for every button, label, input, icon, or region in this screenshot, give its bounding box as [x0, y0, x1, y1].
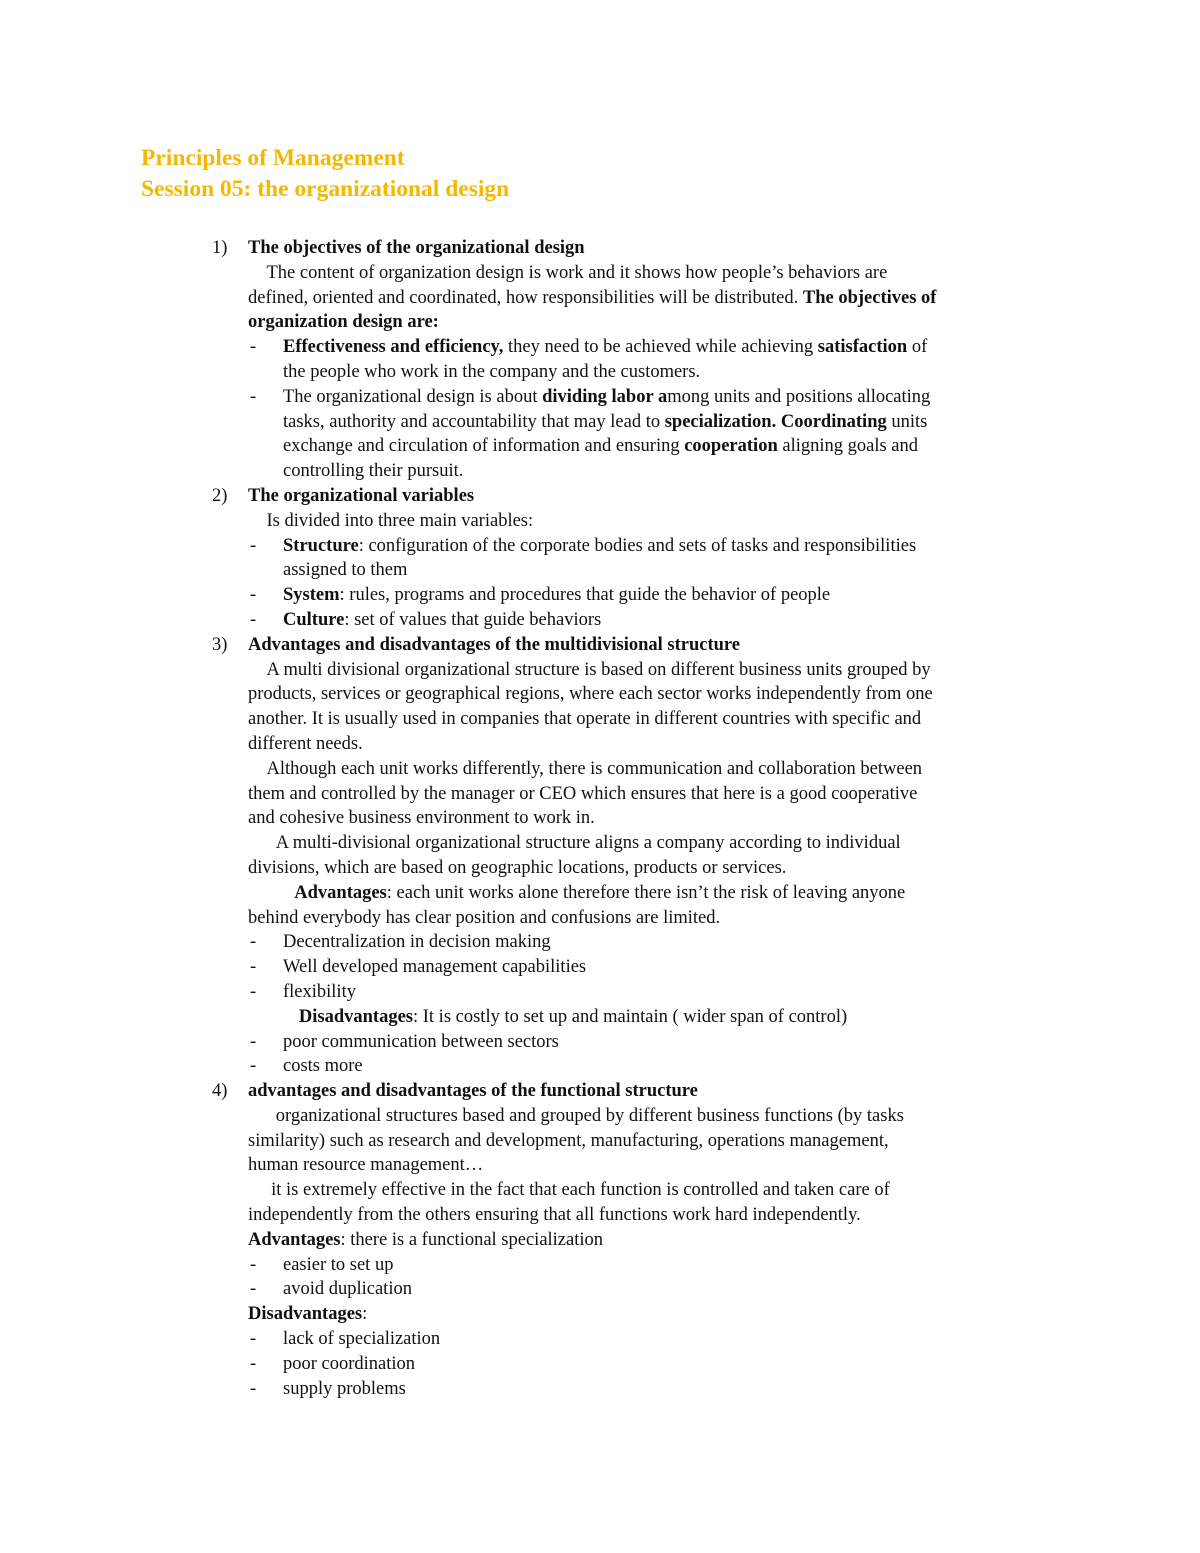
- line-text: [248, 806, 595, 831]
- bullet-item: [0, 335, 1200, 360]
- text-run: The organizational design is about: [283, 386, 543, 407]
- bold-text: The objectives of: [802, 287, 937, 308]
- text-run: Is divided into three main variables:: [266, 510, 534, 531]
- bullet-item: [0, 1352, 1200, 1377]
- text-run: them and controlled by the manager or CEO which ensures that here is a good cooperative: [248, 783, 918, 804]
- text-run: the people who work in the company and the customers.: [283, 361, 701, 382]
- bullet-item: [0, 385, 1200, 410]
- text-run: A multi divisional organizational structure is based on different business units grouped by: [266, 659, 931, 680]
- bold-text: specialization. Coordinating: [664, 411, 887, 432]
- line-text: [283, 1352, 415, 1377]
- text-run: divisions, which are based on geographic locations, products or services.: [248, 857, 787, 878]
- line-text: [248, 1178, 890, 1203]
- text-run: Decentralization in decision making: [283, 932, 551, 953]
- paragraph-line: [0, 782, 1200, 807]
- line-text: [283, 360, 700, 385]
- paragraph-line: [0, 831, 1200, 856]
- text-run: independently from the others ensuring that all functions work hard independently.: [248, 1205, 861, 1226]
- session-title: Session 05: the organizational design: [141, 176, 510, 202]
- paragraph-line: [0, 261, 1200, 286]
- line-text: [248, 881, 905, 906]
- paragraph-line: [0, 906, 1200, 931]
- line-text: [283, 385, 930, 410]
- line-text: [283, 558, 407, 583]
- bullet-item: [0, 1054, 1200, 1079]
- text-run: flexibility: [283, 981, 356, 1002]
- bold-text: The objectives of the organizational design: [248, 238, 585, 258]
- text-run: products, services or geographical regions, where each sector works independently from one: [248, 684, 933, 705]
- text-run: organizational structures based and grouped by different business functions (by tasks: [275, 1105, 904, 1126]
- line-text: [283, 583, 830, 608]
- line-text: [248, 906, 720, 931]
- bullet-item: [0, 583, 1200, 608]
- paragraph-line: [0, 682, 1200, 707]
- line-text: [283, 335, 927, 360]
- line-text: [248, 633, 740, 658]
- text-run: and cohesive business environment to work in.: [248, 808, 595, 829]
- line-text: [283, 1277, 412, 1302]
- line-text: [248, 1228, 603, 1253]
- text-run: different needs.: [248, 733, 363, 754]
- line-text: [248, 1302, 367, 1327]
- bullet-dash: -: [250, 1378, 257, 1399]
- line-text: [248, 782, 917, 807]
- bullet-continuation: [0, 434, 1200, 459]
- text-run: : configuration of the corporate bodies and sets of tasks and responsibilities: [358, 535, 917, 556]
- line-text: [283, 955, 586, 980]
- line-text: [248, 236, 585, 261]
- bullet-dash: -: [250, 609, 257, 630]
- line-text: [248, 856, 786, 881]
- bullet-continuation: [0, 558, 1200, 583]
- line-text: [283, 534, 916, 559]
- paragraph-line: [0, 1178, 1200, 1203]
- list-number: 4): [212, 1081, 228, 1102]
- bullet-dash: -: [250, 386, 257, 407]
- bold-text: Disadvantages: [248, 1304, 363, 1325]
- line-text: [283, 459, 463, 484]
- text-run: A multi-divisional organizational structure aligns a company according to individual: [275, 833, 901, 854]
- bold-text: System: [283, 585, 340, 606]
- text-run: it is extremely effective in the fact that each function is controlled and taken care of: [271, 1180, 890, 1201]
- bold-text: cooperation: [684, 436, 778, 457]
- line-text: [248, 1129, 889, 1154]
- bold-text: Culture: [283, 609, 345, 630]
- bullet-item: [0, 1277, 1200, 1302]
- paragraph-line: [0, 757, 1200, 782]
- text-run: avoid duplication: [283, 1279, 412, 1300]
- text-run: lack of specialization: [283, 1329, 441, 1350]
- line-text: [248, 1104, 904, 1129]
- paragraph-line: [0, 1203, 1200, 1228]
- text-run: Although each unit works differently, there is communication and collaboration between: [266, 758, 923, 779]
- paragraph-line: [0, 509, 1200, 534]
- line-text: [248, 707, 921, 732]
- bold-text: Advantages: [294, 882, 387, 903]
- line-text: [248, 310, 439, 335]
- paragraph-line: [0, 1104, 1200, 1129]
- paragraph-line: [0, 1153, 1200, 1178]
- line-text: [248, 658, 931, 683]
- text-run: poor coordination: [283, 1353, 416, 1374]
- list-number: 1): [212, 238, 228, 258]
- bullet-item: [0, 1327, 1200, 1352]
- line-text: [283, 1253, 393, 1278]
- line-text: [248, 484, 474, 509]
- line-text: [283, 1377, 406, 1402]
- line-text: [248, 1079, 698, 1104]
- bullet-item: [0, 1377, 1200, 1402]
- bullet-item: [0, 1253, 1200, 1278]
- paragraph-line: [0, 806, 1200, 831]
- bullet-item: [0, 608, 1200, 633]
- line-text: [283, 980, 356, 1005]
- text-run: : It is costly to set up and maintain ( wider span of control): [412, 1006, 848, 1027]
- bullet-dash: -: [250, 585, 257, 606]
- bullet-continuation: [0, 410, 1200, 435]
- bullet-continuation: [0, 360, 1200, 385]
- text-run: they need to be achieved while achieving: [503, 337, 818, 358]
- bullet-dash: -: [250, 337, 257, 358]
- paragraph-line: [0, 881, 1200, 906]
- line-text: [283, 434, 918, 459]
- text-run: : set of values that guide behaviors: [344, 609, 602, 630]
- bullet-dash: -: [250, 1254, 257, 1275]
- text-run: costs more: [283, 1056, 363, 1077]
- bullet-dash: -: [250, 1329, 257, 1350]
- bold-text: dividing labor a: [542, 386, 668, 407]
- text-run: : rules, programs and procedures that guide the behavior of people: [339, 585, 831, 606]
- bullet-dash: -: [250, 1056, 257, 1077]
- text-run: poor communication between sectors: [283, 1031, 559, 1052]
- document-body: [0, 236, 1200, 1401]
- line-text: [283, 1054, 363, 1079]
- paragraph-line: [0, 1302, 1200, 1327]
- text-run: units: [886, 411, 928, 432]
- line-text: [248, 1203, 861, 1228]
- text-run: : each unit works alone therefore there isn’t the risk of leaving anyone: [386, 882, 906, 903]
- bold-text: organization design are:: [248, 312, 439, 333]
- paragraph-line: [0, 658, 1200, 683]
- bold-text: Advantages: [248, 1229, 341, 1250]
- line-text: [248, 682, 933, 707]
- bold-text: Effectiveness and efficiency,: [283, 337, 504, 358]
- text-run: tasks, authority and accountability that may lead to: [283, 411, 665, 432]
- bold-text: satisfaction: [817, 337, 908, 358]
- bullet-dash: -: [250, 981, 257, 1002]
- text-run: aligning goals and: [777, 436, 919, 457]
- bullet-item: [0, 955, 1200, 980]
- text-run: The content of organization design is work and it shows how people’s behaviors are: [266, 262, 888, 283]
- bullet-dash: -: [250, 1031, 257, 1052]
- text-run: easier to set up: [283, 1254, 394, 1275]
- bold-text: The organizational variables: [248, 485, 475, 506]
- paragraph-line: [0, 1129, 1200, 1154]
- bullet-item: [0, 930, 1200, 955]
- paragraph-line: [0, 1005, 1200, 1030]
- line-text: [283, 930, 551, 955]
- bold-text: Structure: [283, 535, 359, 556]
- paragraph-line: [0, 310, 1200, 335]
- paragraph-line: [0, 1228, 1200, 1253]
- line-text: [248, 509, 533, 534]
- text-run: Well developed management capabilities: [283, 957, 587, 978]
- bullet-dash: -: [250, 957, 257, 978]
- text-run: behind everybody has clear position and confusions are limited.: [248, 907, 721, 928]
- line-text: [248, 286, 936, 311]
- text-run: defined, oriented and coordinated, how responsibilities will be distributed.: [248, 287, 803, 308]
- bullet-item: [0, 1030, 1200, 1055]
- text-run: controlling their pursuit.: [283, 461, 464, 482]
- numbered-heading: [0, 236, 1200, 261]
- text-run: similarity) such as research and development, manufacturing, operations management,: [248, 1130, 889, 1151]
- line-text: [248, 1153, 483, 1178]
- line-text: [283, 1327, 440, 1352]
- line-text: [248, 261, 887, 286]
- bullet-dash: -: [250, 1353, 257, 1374]
- list-number: 2): [212, 485, 228, 506]
- line-text: [248, 757, 922, 782]
- bullet-dash: -: [250, 535, 257, 556]
- line-text: [248, 1005, 847, 1030]
- bold-text: Disadvantages: [298, 1006, 413, 1027]
- text-run: :: [362, 1304, 368, 1325]
- document-title: Principles of Management: [141, 145, 405, 171]
- bullet-item: [0, 980, 1200, 1005]
- paragraph-line: [0, 732, 1200, 757]
- line-text: [248, 732, 363, 757]
- line-text: [248, 831, 901, 856]
- bullet-dash: -: [250, 1279, 257, 1300]
- bullet-dash: -: [250, 932, 257, 953]
- line-text: [283, 608, 601, 633]
- text-run: assigned to them: [283, 560, 408, 581]
- text-run: exchange and circulation of information and ensuring: [283, 436, 685, 457]
- text-run: of: [907, 337, 928, 358]
- line-text: [283, 1030, 559, 1055]
- numbered-heading: [0, 1079, 1200, 1104]
- bold-text: advantages and disadvantages of the functional structure: [248, 1081, 698, 1102]
- paragraph-line: [0, 707, 1200, 732]
- bullet-continuation: [0, 459, 1200, 484]
- list-number: 3): [212, 634, 228, 655]
- bold-text: Advantages and disadvantages of the multidivisional structure: [248, 634, 741, 655]
- line-text: [283, 410, 927, 435]
- text-run: another. It is usually used in companies that operate in different countries with specific and: [248, 709, 922, 730]
- text-run: supply problems: [283, 1378, 406, 1399]
- numbered-heading: [0, 633, 1200, 658]
- bullet-item: [0, 534, 1200, 559]
- text-run: : there is a functional specialization: [340, 1229, 604, 1250]
- numbered-heading: [0, 484, 1200, 509]
- paragraph-line: [0, 856, 1200, 881]
- text-run: human resource management…: [248, 1155, 484, 1176]
- text-run: mong units and positions allocating: [667, 386, 931, 407]
- paragraph-line: [0, 286, 1200, 311]
